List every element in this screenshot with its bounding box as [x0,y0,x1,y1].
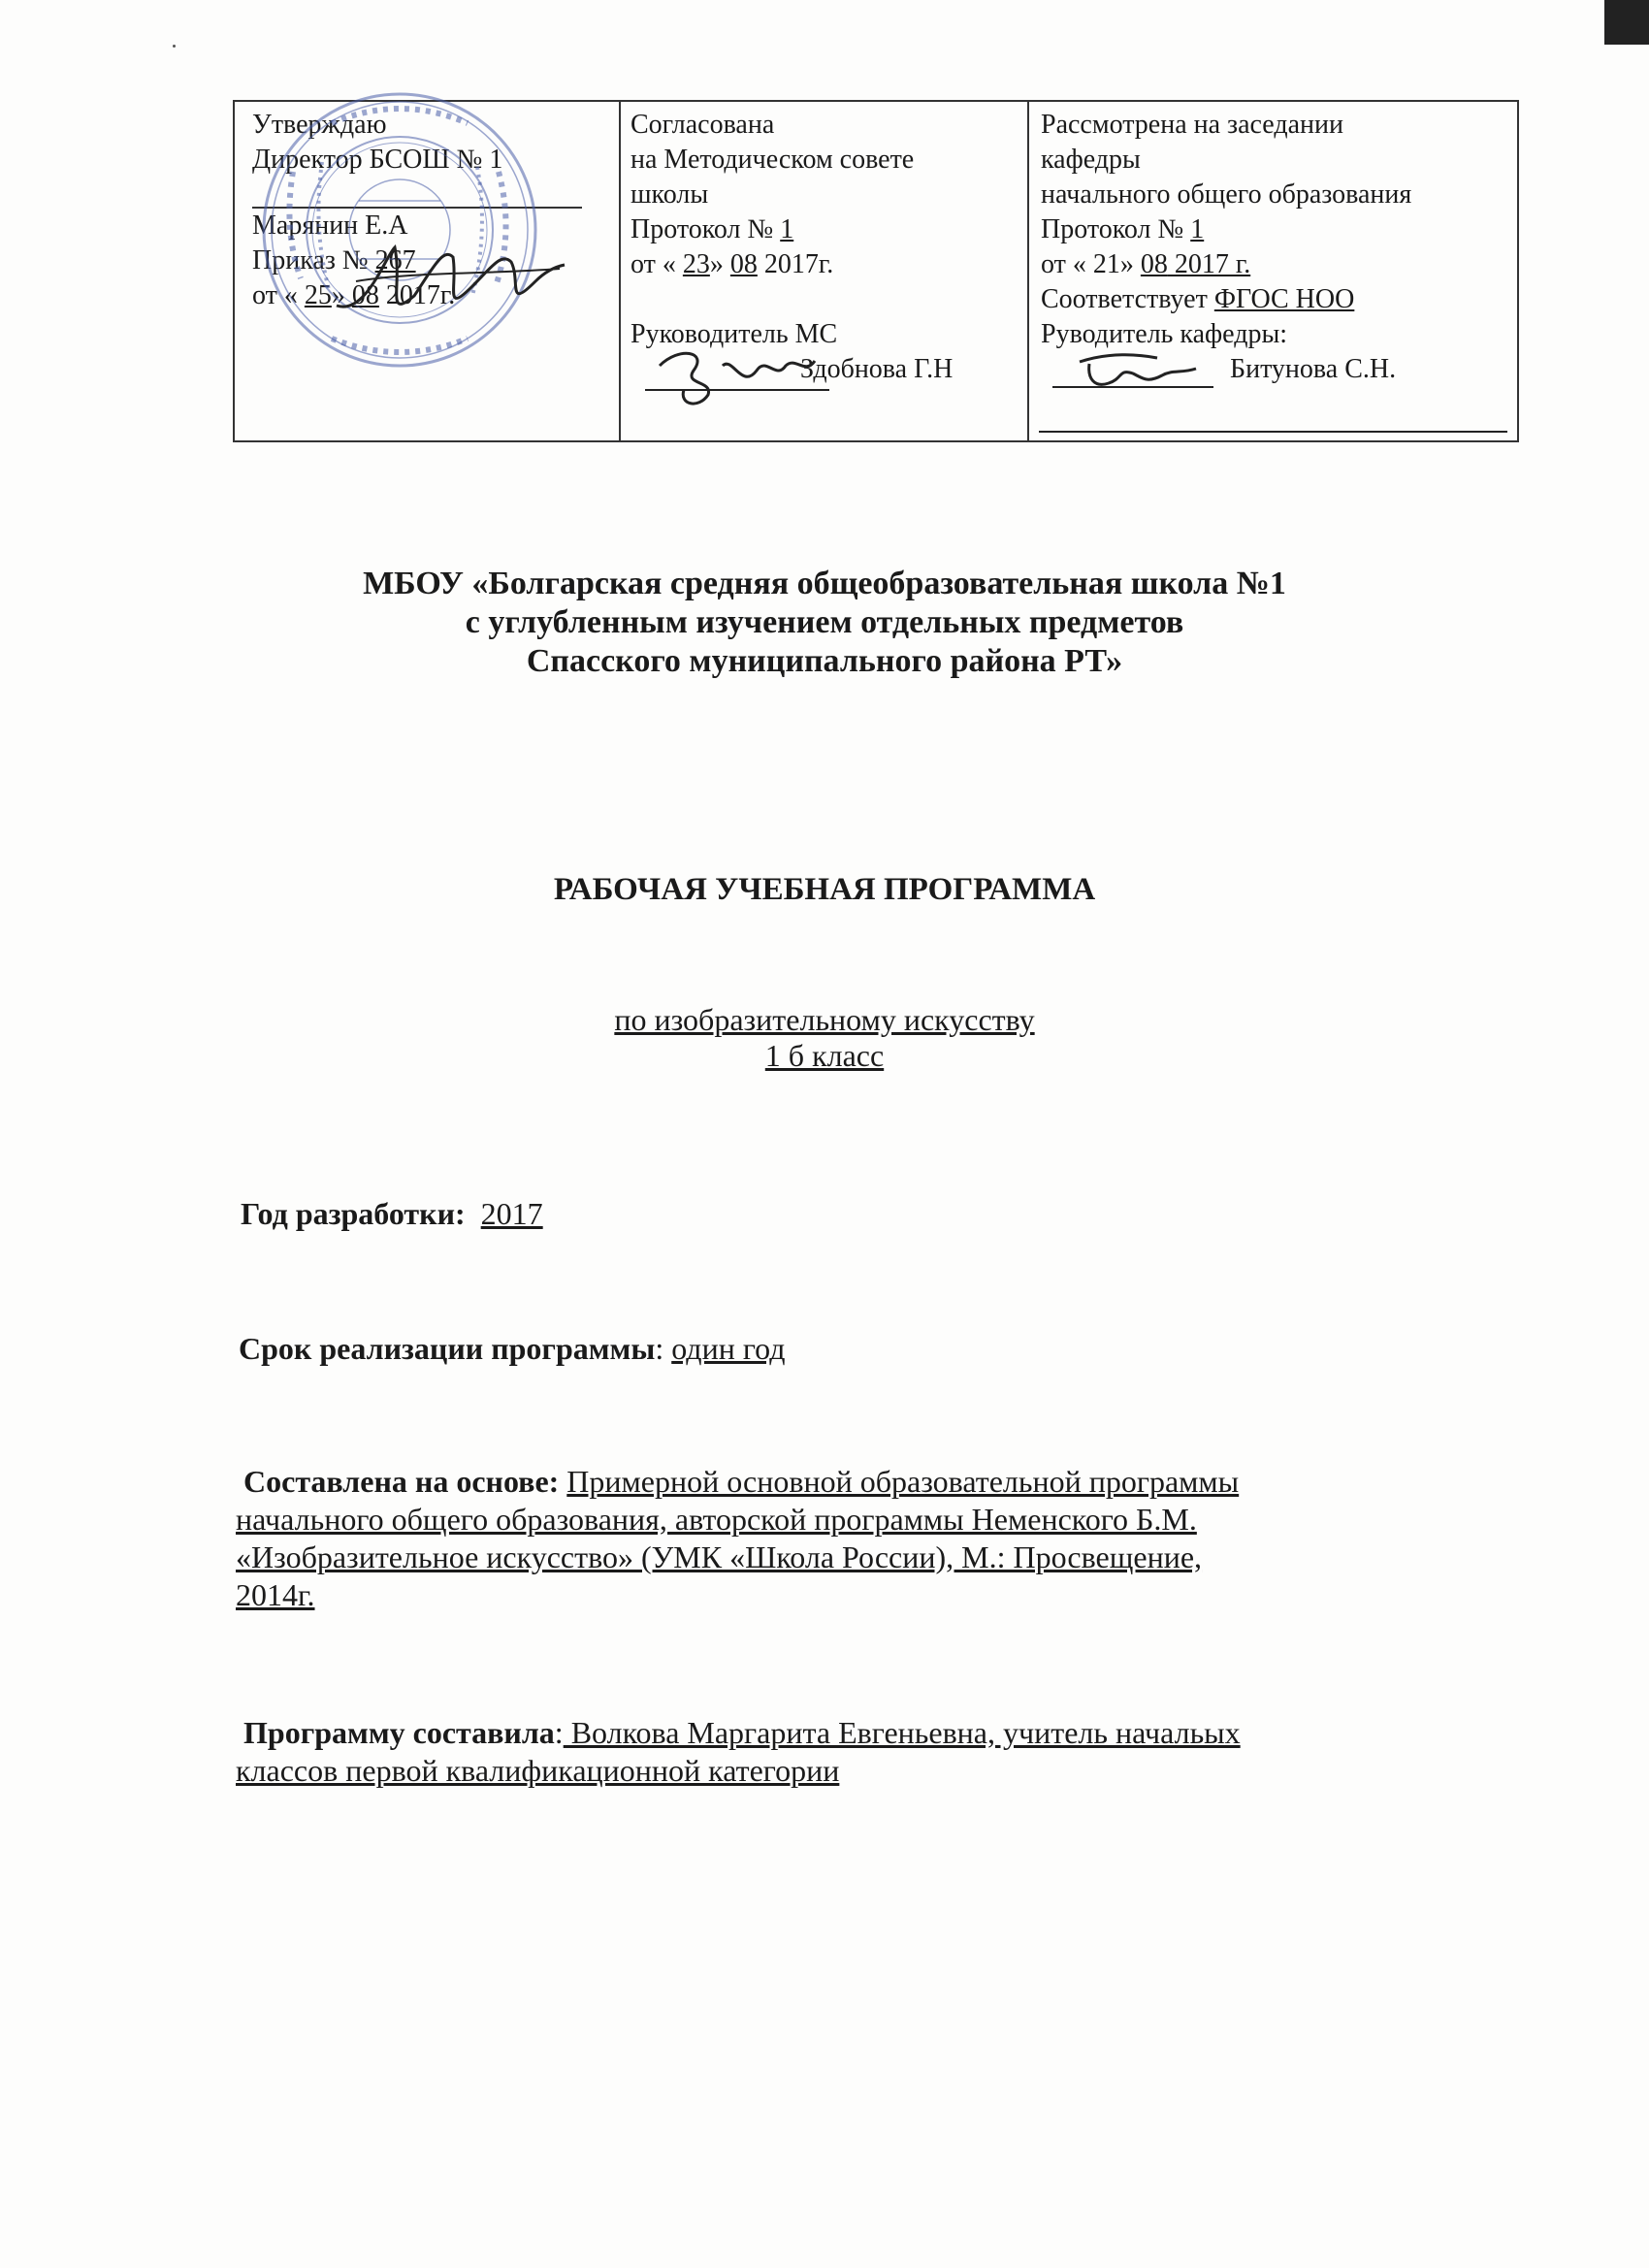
author-line: Волкова Маргарита Евгеньевна, учитель начальых [563,1715,1241,1750]
basis-line: начального общего образования, авторской программы Неменского Б.М. [236,1502,1197,1537]
program-author: Программу составила: Волкова Маргарита Евгеньевна, учитель начальых классов первой квалификационной категории [236,1715,1241,1788]
school-name-line: с углубленным изучением отдельных предметов [465,604,1184,640]
term-label: Срок реализации программы [239,1331,656,1366]
basis-line: 2014г. [236,1577,315,1612]
department-name: начального общего образования [1041,179,1412,210]
approval-column-agreed [621,102,1029,440]
basis-label: Составлена на основе: [243,1464,560,1499]
class-name: 1 б класс [764,1038,885,1073]
fgos-compliance: Соответствует ФГОС НОО [1041,284,1355,314]
protocol-number: Протокол № 1 [630,214,794,244]
approved-label: Утверждаю [252,110,387,140]
approval-column-reviewed [1029,102,1517,440]
basis-line: «Изобразительное искусство» (УМК «Школа России), М.: Просвещение, [236,1539,1203,1574]
department-head-label: Руводитель кафедры: [1041,319,1288,349]
author-label: Программу составила [243,1715,555,1750]
development-year [241,1195,543,1233]
scan-speck [173,45,176,48]
year-value: 2017 [480,1196,543,1231]
agreement-date: от « 23» 08 2017г. [630,249,834,279]
director-title: Директор БСОШ № 1 [252,145,503,175]
column-bottom-rule [1039,431,1507,433]
order-number: Приказ № 267 [252,245,416,275]
council-head-label: Руководитель МС [630,319,838,349]
protocol-number: Протокол № 1 [1041,214,1205,244]
implementation-term: Срок реализации программы: один год [239,1331,786,1366]
approval-column-approved [235,102,621,440]
term-value: один год [671,1331,786,1366]
council-head-name: Здобнова Г.Н [800,354,954,384]
school-name [0,565,1649,681]
school-word: школы [630,179,709,210]
reviewed-label: Рассмотрена на заседании [1041,110,1343,140]
approval-table [233,100,1519,442]
spacer [630,282,1027,317]
department-word: кафедры [1041,145,1141,175]
review-date: от « 21» 08 2017 г. [1041,249,1251,279]
agreed-label: Согласована [630,110,775,140]
program-basis [236,1463,1526,1614]
department-head-name: Битунова С.Н. [1230,354,1397,384]
scan-corner-mark [1604,0,1649,45]
subject-name: по изобразительному искусству [614,1002,1035,1037]
basis-line: Примерной основной образовательной программы [566,1464,1240,1499]
program-title: РАБОЧАЯ УЧЕБНАЯ ПРОГРАММА [553,872,1096,907]
school-name-line: Спасского муниципального района РТ» [526,643,1123,679]
approval-date: от « 25» 08 2017г. [252,280,456,310]
director-name: Марянин Е.А [252,211,408,241]
subject-block [0,1002,1649,1074]
author-line: классов первой квалификационной категории [236,1753,840,1788]
method-council: на Методическом совете [630,145,915,175]
year-label: Год разработки: [241,1196,466,1231]
school-name-line: МБОУ «Болгарская средняя общеобразовательная школа №1 [363,566,1286,601]
